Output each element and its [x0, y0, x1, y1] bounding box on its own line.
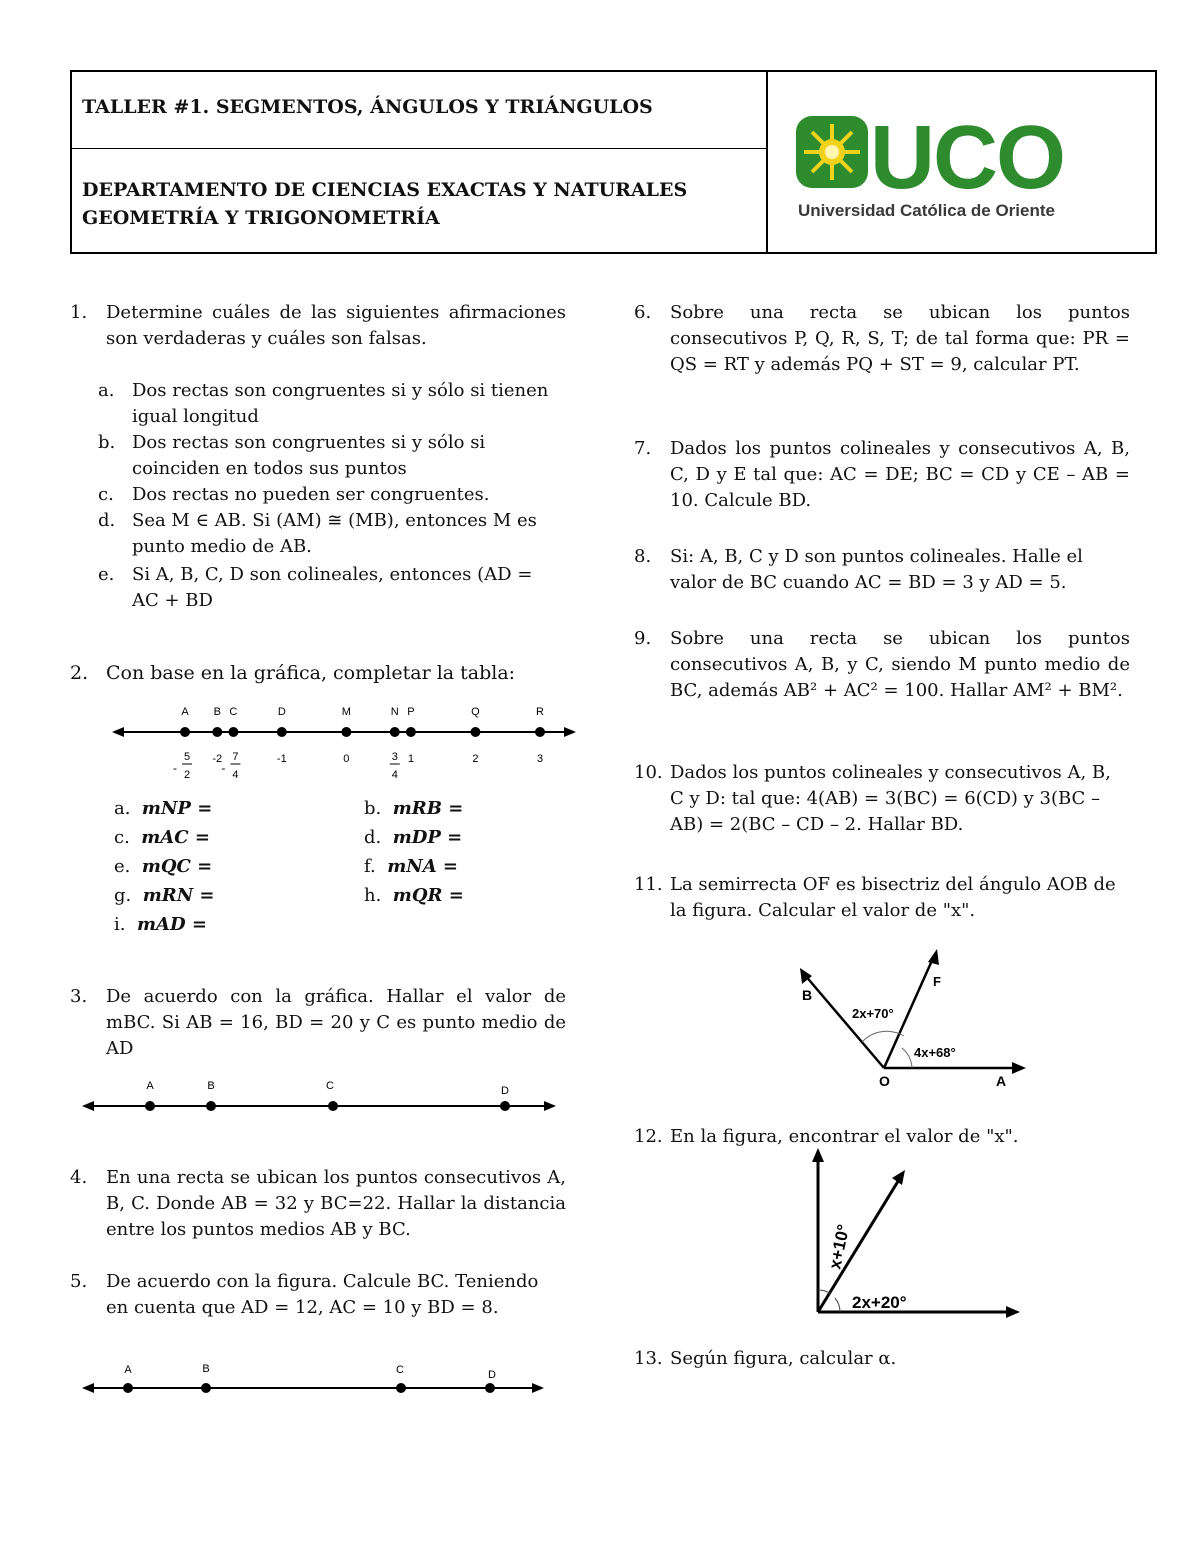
table-row [114, 856, 212, 877]
point-b [206, 1101, 216, 1111]
row-expression: mQC = [141, 856, 213, 877]
point-label: R [536, 706, 544, 718]
tick-denominator: 2 [183, 769, 191, 781]
point-r [535, 727, 545, 737]
question-number: 9. [634, 628, 652, 649]
row-expression: mNP = [141, 798, 213, 819]
arrow-left-icon [82, 1383, 94, 1393]
arrow-right-icon [532, 1383, 544, 1393]
question-text: Dados los puntos colineales y consecutivos A, B, C y D: tal que: 4(AB) = 3(BC) = 6(CD) y 3(BC – AB) = 2(BC – CD – 2. Hallar BD. [670, 762, 1111, 835]
tick-numerator: 7 [232, 751, 239, 763]
table-row [364, 885, 464, 906]
question-text: Sobre una recta se ubican los puntos consecutivos A, B, y C, siendo M punto medio de BC, además AB² + AC² = 100. Hallar AM² + BM². [670, 628, 1130, 701]
header-title-row [72, 72, 766, 149]
tick-numerator: 3 [391, 751, 398, 763]
point-label: D [488, 1369, 496, 1381]
question-number: 12. [634, 1126, 663, 1147]
arrow-right-icon [544, 1101, 556, 1111]
row-letter: d. [364, 827, 382, 848]
table-row [364, 798, 463, 819]
option-text: Si A, B, C, D son colineales, entonces (AD = AC + BD [132, 564, 533, 611]
option-letter: b. [98, 432, 116, 453]
point-label: P [407, 706, 415, 718]
point-label: C [229, 706, 238, 718]
page-title: TALLER #1. SEGMENTOS, ÁNGULOS Y TRIÁNGULOS [82, 96, 653, 118]
header-left [72, 72, 768, 252]
row-letter: c. [114, 827, 130, 848]
segment-figure-q3 [80, 1076, 560, 1120]
tick-label: -1 [276, 753, 287, 765]
option-text: Dos rectas no pueden ser congruentes. [132, 484, 490, 505]
tick-numerator: 5 [183, 751, 191, 763]
row-expression: mRB = [392, 798, 464, 819]
horizontal-angle-label: 2x+20° [852, 1293, 907, 1312]
label-f: F [933, 974, 941, 989]
question-number: 8. [634, 546, 652, 567]
tick-label: 3 [536, 753, 544, 765]
vertical-angle-label: x+10° [825, 1222, 854, 1271]
row-letter: b. [364, 798, 382, 819]
row-expression: mQR = [392, 885, 464, 906]
question-text: Si: A, B, C y D son puntos colineales. Halle el valor de BC cuando AC = BD = 3 y AD = 5. [670, 546, 1083, 593]
point-label: D [277, 706, 286, 718]
row-expression: mAC = [141, 827, 210, 848]
point-label: C [326, 1080, 334, 1092]
option-letter: c. [98, 484, 114, 505]
question-text: En una recta se ubican los puntos consecutivos A, B, C. Donde AB = 32 y BC=22. Hallar la distancia entre los puntos medios AB y BC. [106, 1167, 566, 1240]
point-label: A [124, 1364, 132, 1376]
logo-subtitle: Universidad Católica de Oriente [798, 201, 1055, 220]
angle-label-2: 4x+68° [914, 1045, 956, 1060]
point-label: B [202, 1363, 210, 1375]
angle-figure-q12 [800, 1142, 1026, 1318]
question-text: En la figura, encontrar el valor de "x". [670, 1126, 1019, 1147]
angle-figure-q11 [790, 944, 1040, 1092]
row-letter: h. [364, 885, 382, 906]
row-letter: i. [114, 914, 126, 935]
question-number: 3. [70, 986, 88, 1007]
row-letter: f. [364, 856, 376, 877]
point-label: A [146, 1080, 154, 1092]
angle-label-1: 2x+70° [852, 1006, 894, 1021]
point-label: B [213, 706, 221, 718]
question-text: Según figura, calcular α. [670, 1348, 897, 1369]
point-d [485, 1383, 495, 1393]
table-row [364, 827, 462, 848]
question-text: La semirrecta OF es bisectriz del ángulo AOB de la figura. Calcular el valor de "x". [670, 874, 1116, 921]
question-text: Dados los puntos colineales y consecutivos A, B, C, D y E tal que: AC = DE; BC = CD y CE – AB = 10. Calcule BD. [670, 438, 1130, 511]
row-expression: mAD = [136, 914, 207, 935]
course-line: GEOMETRÍA Y TRIGONOMETRÍA [82, 207, 440, 229]
row-letter: g. [114, 885, 132, 906]
table-row [364, 856, 458, 877]
question-number: 2. [70, 662, 89, 684]
point-a [145, 1101, 155, 1111]
question-text: De acuerdo con la figura. Calcule BC. Teniendo en cuenta que AD = 12, AC = 10 y BD = 8. [106, 1271, 539, 1318]
point-label: C [396, 1364, 404, 1376]
point-label: A [181, 706, 189, 718]
uco-logo [794, 112, 1144, 222]
point-c [396, 1383, 406, 1393]
tick-label: 0 [343, 753, 350, 765]
row-letter: a. [114, 798, 131, 819]
tick-sign: - [221, 761, 226, 775]
number-line-figure [110, 698, 580, 790]
question-text: Sobre una recta se ubican los puntos consecutivos P, Q, R, S, T; de tal forma que: PR = QS = RT y además PQ + ST = 9, calcular PT. [670, 302, 1130, 375]
table-row [114, 914, 207, 935]
question-number: 1. [70, 302, 88, 323]
point-label: B [207, 1080, 215, 1092]
option-letter: a. [98, 380, 115, 401]
department-line: DEPARTAMENTO DE CIENCIAS EXACTAS Y NATURALES [82, 179, 688, 201]
arrow-up-icon [812, 1148, 824, 1162]
option-letter: e. [98, 564, 115, 585]
option-text: Sea M ∈ AB. Si (AM) ≅ (MB), entonces M es punto medio de AB. [132, 510, 537, 557]
point-d [500, 1101, 510, 1111]
tick-denominator: 4 [232, 769, 239, 781]
option-letter: d. [98, 510, 116, 531]
point-a [180, 727, 190, 737]
point-d [277, 727, 287, 737]
option-text: Dos rectas son congruentes si y sólo si coinciden en todos sus puntos [132, 432, 486, 479]
point-label: Q [471, 706, 480, 718]
point-q [470, 727, 480, 737]
table-row [114, 827, 210, 848]
arrow-left-icon [112, 727, 124, 737]
arrow-right-icon [564, 727, 576, 737]
point-b [212, 727, 222, 737]
point-label: M [341, 706, 351, 718]
row-letter: e. [114, 856, 131, 877]
arrow-left-icon [82, 1101, 94, 1111]
arrow-right-icon [1006, 1306, 1020, 1318]
arrow-icon [1012, 1062, 1026, 1074]
tick-denominator: 4 [391, 769, 398, 781]
point-a [123, 1383, 133, 1393]
segment-figure-q5 [80, 1358, 550, 1402]
table-row [114, 885, 215, 906]
tick-sign: - [173, 761, 177, 775]
point-label: D [501, 1085, 509, 1097]
department [82, 176, 687, 232]
question-number: 4. [70, 1167, 88, 1188]
point-n [390, 727, 400, 737]
table-row [114, 798, 212, 819]
option-text: Dos rectas son congruentes si y sólo si tienen igual longitud [132, 380, 549, 427]
arrow-icon [928, 949, 939, 965]
point-m [341, 727, 351, 737]
point-c [228, 727, 238, 737]
label-o: O [879, 1073, 890, 1089]
question-number: 11. [634, 874, 663, 895]
question-text: De acuerdo con la gráfica. Hallar el valor de mBC. Si AB = 16, BD = 20 y C es punto medio de AD [106, 986, 566, 1059]
tick-label: -2 [212, 753, 223, 765]
tick-label: 2 [472, 753, 479, 765]
header [70, 70, 1157, 254]
row-expression: mRN = [142, 885, 215, 906]
sun-icon [804, 124, 860, 180]
row-expression: mDP = [392, 827, 463, 848]
question-number: 6. [634, 302, 652, 323]
logo-text: UCO [870, 112, 1064, 208]
question-text: Con base en la gráfica, completar la tabla: [106, 662, 516, 684]
question-number: 10. [634, 762, 663, 783]
label-a: A [996, 1073, 1007, 1089]
tick-label: 1 [407, 753, 414, 765]
point-c [328, 1101, 338, 1111]
question-number: 5. [70, 1271, 88, 1292]
question-number: 13. [634, 1348, 663, 1369]
label-b: B [802, 987, 813, 1003]
question-text: Determine cuáles de las siguientes afirmaciones son verdaderas y cuáles son falsas. [106, 302, 566, 349]
point-p [406, 727, 416, 737]
row-expression: mNA = [387, 856, 459, 877]
point-b [201, 1383, 211, 1393]
question-number: 7. [634, 438, 652, 459]
point-label: N [390, 706, 399, 718]
